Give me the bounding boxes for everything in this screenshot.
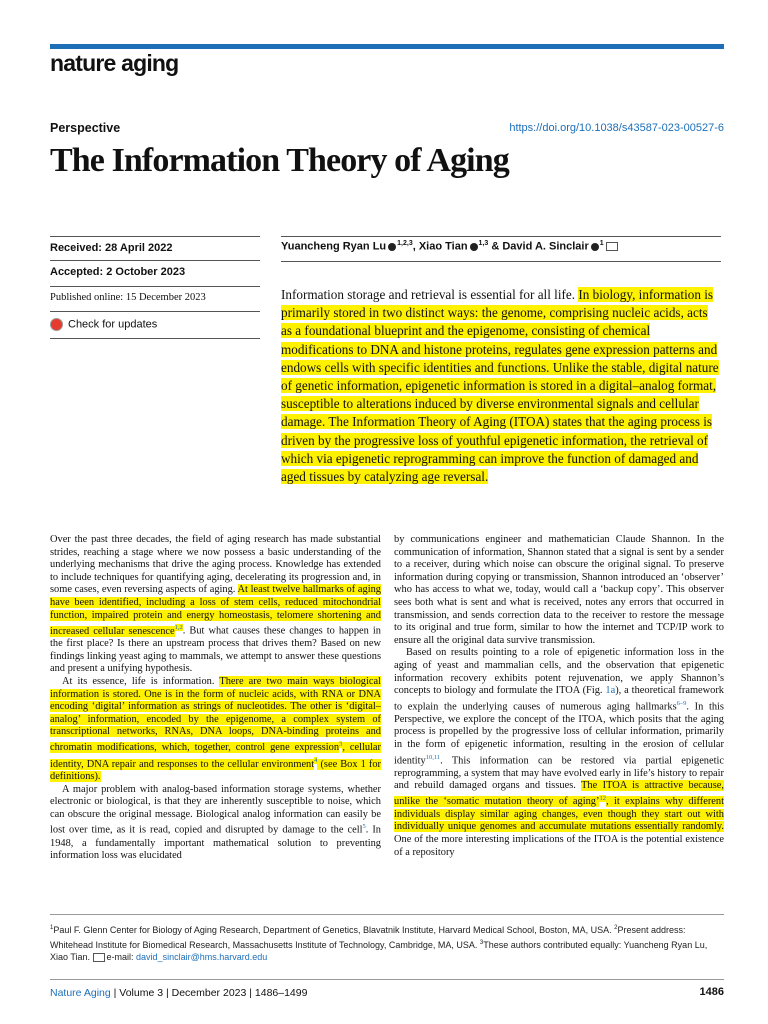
author-affiliation: 1	[599, 240, 604, 247]
author-affiliation: 1,2,3	[397, 240, 413, 247]
meta-divider	[50, 286, 260, 287]
highlighted-text: There are two main ways biological information is stored. One is in the form of nucleic acids, with RNA or DNA encoding ‘digital’ information as strings of nucleotides. The other is ‘digital–analog’ information, encoded by the epigenome, a complex system of transcriptional networks, RNAs, DNA loops, DNA-binding proteins and chromatin modifications, which, together, control gene expression	[50, 676, 381, 754]
affiliations-footnote: $^1$Paul F. Glenn Center for Biology of Aging Research, Department of Genetics, Blavatnik Institute, Harvard Medical School, Boston, MA, USA. $^2$Present address: Whitehead Institute for Biomedical Research, Massachusetts Institute of Technology, Cambridge, MA, USA. $^3$These authors contributed equally: Yuancheng Ryan Lu, Xiao Tian. e-mail: david_sinclair@hms.harvard.edu	[50, 925, 708, 962]
orcid-icon[interactable]	[591, 243, 599, 251]
highlighted-text: (see Box 1 for definitions).	[50, 758, 381, 783]
paragraph: At its essence, life is information. There are two main ways biological information is stored. One is in the form of nucleic acids, with RNA or DNA encoding ‘digital’ information as strings of nucleotides. The other is ‘digital–analog’ information, encoded by the epigenome, a complex system of transcriptional networks, RNAs, DNA loops, DNA-binding proteins and chromatin modifications, which, together, control gene expression$^3$, cellular identity, DNA repair and responses to the cellular environment$^4$ (see Box 1 for definitions).	[50, 676, 381, 783]
check-updates-label: Check for updates	[68, 318, 158, 331]
meta-divider	[50, 338, 260, 339]
meta-divider	[50, 311, 260, 312]
body-column-right	[394, 534, 724, 859]
published-date: Published online: 15 December 2023	[50, 292, 206, 303]
journal-logo: nature aging	[50, 50, 179, 76]
top-accent-bar	[50, 44, 724, 49]
body-column-left	[50, 534, 381, 863]
author-name[interactable]: Xiao Tian	[418, 240, 468, 253]
highlighted-text: In biology, information is primarily stored in two distinct ways: the genome, comprising nucleic acids, acts as a foundational blueprint and the epigenome, consisting of chemical modifications to DNA and histone proteins, regulates gene expression patterns and endows cells with specific identities and functions. Unlike the stable, digital nature of genetic information, epigenetic information is stored in a digital–analog format, susceptible to alterations induced by diverse environmental signals and cellular damage. The Information Theory of Aging (ITOA) states that the aging process is driven by the progressive loss of youthful epigenetic information, the retrieval of which via epigenetic reprogramming can improve the function of damaged and aged tissues by catalyzing age reversal.	[281, 287, 719, 485]
check-updates-icon	[50, 318, 63, 331]
figure-link[interactable]: 1a	[605, 685, 616, 697]
paragraph: Over the past three decades, the field of aging research has made substantial strides, reaching a stage where we now possess a basic understanding of the underlying mechanisms that drive the aging process. Knowledge has extended to include techniques for quantifying aging, decelerating its progression and, in some cases, even reversing aspects of aging. At least twelve hallmarks of aging have been identified, including a loss of stem cells, reduced mitochondrial function, impaired protein and energy homeostasis, telomere shortening and increased cellular senescence$^{1,2}$. But what causes these changes to happen in the first place? Is there an upstream process that drives them? Based on new findings linking yeast aging to mammals, we attempt to answer these questions and present a unifying hypothesis.	[50, 534, 381, 675]
email-link[interactable]: david_sinclair@hms.harvard.edu	[136, 952, 268, 962]
citation[interactable]: 5	[362, 823, 366, 831]
highlighted-text: , it explains why different individuals display similar aging changes, even though they start out with individually unique genomes and accumulate mutations essentially randomly.	[394, 796, 724, 833]
check-updates-button[interactable]	[50, 318, 157, 331]
footer-citation: Nature Aging | Volume 3 | December 2023 | 1486–1499	[50, 987, 308, 999]
footer-divider	[50, 979, 724, 980]
email-icon[interactable]	[606, 242, 618, 251]
paragraph: by communications engineer and mathematician Claude Shannon. In the communication of information, Shannon stated that a signal is sent by a sender to a receiver, during which noise can obscure the original signal. To preserve information during copying or transmission, Shannon introduced an ‘observer’ who has access to what we, today, would call a ‘backup copy’. This observer sees both what is sent and what is received, notes any errors that occurred in transmission, and sends correction data to the receiver to restore the message to its original and true form, similar to how the internet and TCP/IP work to ensure all the original data survive transmission.	[394, 534, 724, 646]
highlighted-text: The ITOA is attractive because, unlike the ‘somatic mutation theory of aging’	[394, 780, 724, 808]
author-affiliation: 1,3	[478, 240, 489, 247]
meta-divider	[50, 260, 260, 261]
article-title: The Information Theory of Aging	[50, 142, 509, 179]
accepted-date: Accepted: 2 October 2023	[50, 266, 186, 278]
citation[interactable]: 12	[599, 794, 606, 802]
authors-divider	[281, 261, 721, 262]
paragraph: Based on results pointing to a role of epigenetic information loss in the aging of yeast and mammalian cells, and the observation that epigenetic information recovery exhibits potent rejuvenation, we apply Shannon’s concepts to biology and formulate the ITOA (Fig. 1a), a theoretical framework to explain the underlying causes of numerous aging hallmarks$^{6-9}$. In this Perspective, we explore the concept of the ITOA, which posits that the aging process is propelled by the progressive loss of cellular information, primarily in the form of epigenetic information, resulting in the erosion of cellular identity$^{10,11}$. This information can be restored via partial epigenetic reprogramming, a system that may have evolved early in life’s history to repair and rebuild damaged organs and tissues. The ITOA is attractive because, unlike the ‘somatic mutation theory of aging’$^{12}$, it explains why different individuals display similar aging changes, even though they start out with individually unique genomes and accumulate mutations essentially randomly. One of the more interesting implications of the ITOA is the potential existence of a repository	[394, 647, 724, 858]
authors-divider	[281, 236, 721, 237]
highlighted-text: , cellular identity, DNA repair and responses to the cellular environment	[50, 742, 381, 770]
doi-link[interactable]: https://doi.org/10.1038/s43587-023-00527-6	[509, 122, 724, 134]
citation[interactable]: 1,2	[174, 624, 183, 632]
article-type: Perspective	[50, 121, 121, 135]
citation[interactable]: 3	[339, 740, 343, 748]
received-date: Received: 28 April 2022	[50, 242, 173, 254]
citation[interactable]: 10,11	[425, 753, 441, 761]
author-name[interactable]: David A. Sinclair	[502, 240, 589, 253]
author-name[interactable]: Yuancheng Ryan Lu	[281, 240, 387, 253]
footer-journal-link[interactable]: Nature Aging	[50, 987, 111, 999]
highlighted-text: At least twelve hallmarks of aging have been identified, including a loss of stem cells, reduced mitochondrial function, impaired protein and energy homeostasis, telomere shortening and increased cellular senescence	[50, 584, 381, 637]
paragraph: A major problem with analog-based information storage systems, whether electronic or biological, is that they are inherently susceptible to noise, which can obscure the original message. Biological analog information can easily be lost over time, as it is read, copied and disrupted by damage to the cell$^5$. In 1948, a fundamentally important mathematical solution to preventing information loss was elucidated	[50, 783, 381, 862]
abstract: Information storage and retrieval is essential for all life. In biology, information is primarily stored in two distinct ways: the genome, comprising nucleic acids, acts as a foundational blueprint and the epigenome, consisting of chemical modifications to DNA and histone proteins, regulates gene expression patterns and endows cells with specific identities and functions. Unlike the stable, digital nature of genetic information, epigenetic information is stored in a digital–analog format, susceptible to alterations induced by diverse environmental signals and cellular damage. The Information Theory of Aging (ITOA) states that the aging process is driven by the progressive loss of youthful epigenetic information, the retrieval of which via epigenetic reprogramming can improve the function of damaged and aged tissues by catalyzing age reversal.	[281, 287, 719, 485]
orcid-icon[interactable]	[388, 243, 396, 251]
meta-divider	[50, 236, 260, 237]
author-list: Yuancheng Ryan Lu $^{1,2,3}$, Xiao Tian $^{1,3}$ & David A. Sinclair $^1$	[281, 240, 618, 253]
page-number: 1486	[699, 986, 724, 998]
citation[interactable]: 6–9	[676, 699, 687, 707]
email-icon	[93, 953, 105, 962]
orcid-icon[interactable]	[470, 243, 478, 251]
footnote-divider	[50, 914, 724, 915]
citation[interactable]: 4	[314, 757, 318, 765]
